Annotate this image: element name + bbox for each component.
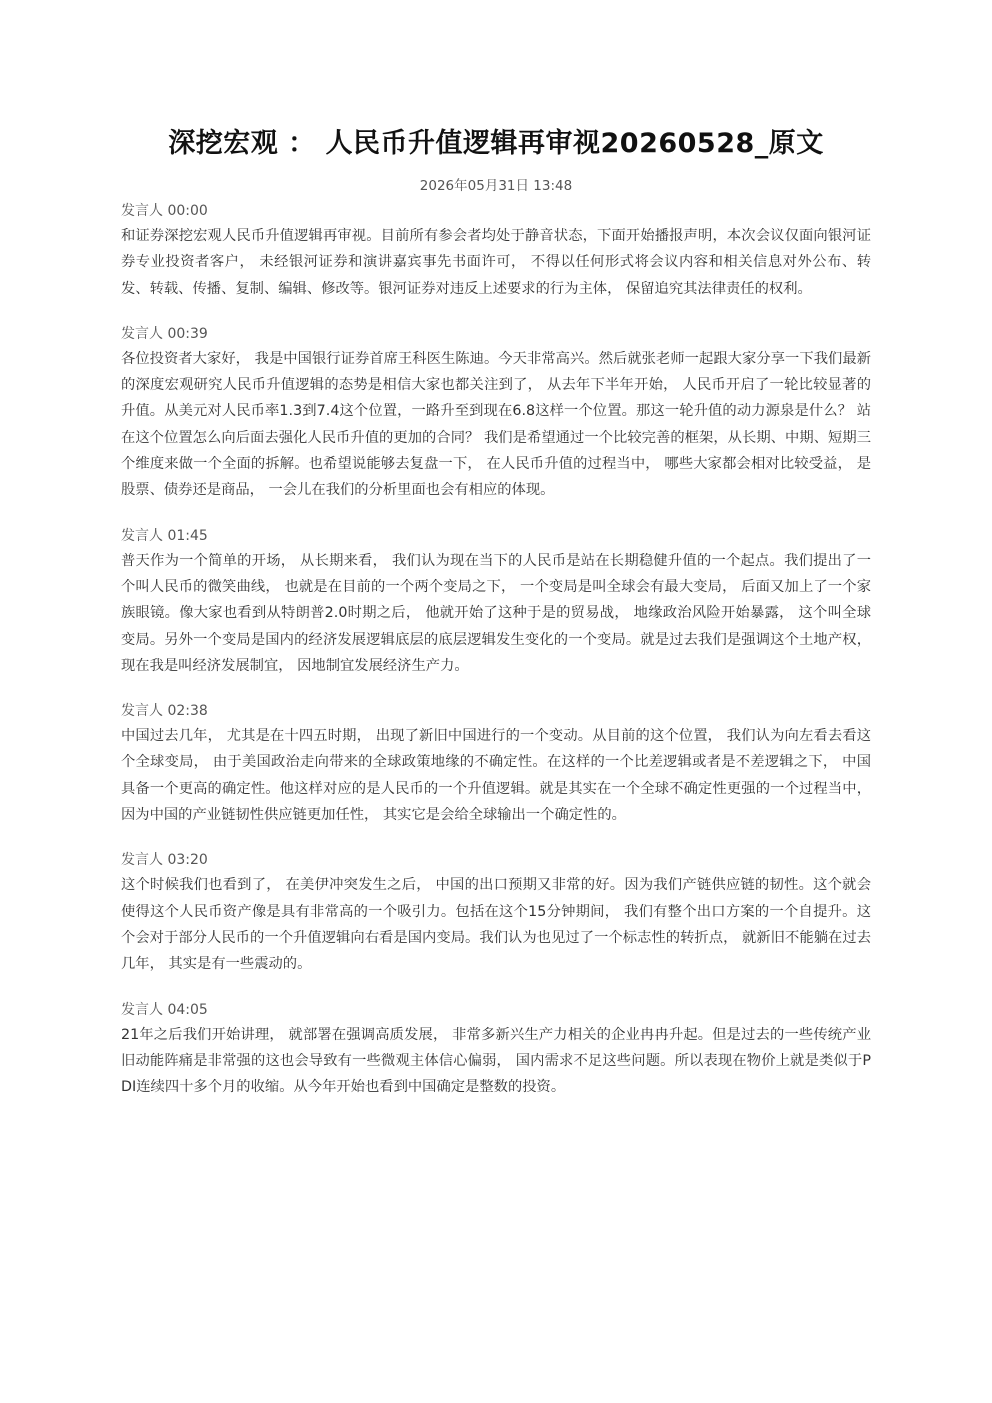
speech-text: 这个时候我们也看到了， 在美伊冲突发生之后， 中国的出口预期又非常的好。因为我们产链供应链的韧性。这个就会使得这个人民币资产像是具有非常高的一个吸引力。包括在这个15分钟期间， 我们有整个出口方案的一个自提升。这个会对于部分人民币的一个升值逻辑向右看是国内变局。我们认为也见过了一个标志性的转折点， 就新旧不能躺在过去几年， 其实是有一些震动的。 xyxy=(121,877,871,973)
speech-text: 21年之后我们开始讲理， 就部署在强调高质发展， 非常多新兴生产力相关的企业冉冉升起。但是过去的一些传统产业旧动能阵痛是非常强的这也会导致有一些微观主体信心偏弱， 国内需求不足这些问题。所以表现在物价上就是类似于PDI连续四十多个月的收缩。从今年开始也看到中国确定是整数的投资。 xyxy=(121,1026,871,1096)
transcript-body xyxy=(121,200,871,1121)
speaker-timestamp: 发言人 00:39 xyxy=(121,325,208,342)
transcript-segment xyxy=(121,200,871,302)
speaker-timestamp: 发言人 01:45 xyxy=(121,527,208,544)
transcript-segment xyxy=(121,700,871,828)
speech-text: 和证券深挖宏观人民币升值逻辑再审视。目前所有参会者均处于静音状态，下面开始播报声明，本次会议仅面向银河证券专业投资者客户， 未经银河证券和演讲嘉宾事先书面许可， 不得以任何形式将会议内容和相关信息对外公布、转发、转载、传播、复制、编辑、修改等。银河证券对违反上述要求的行为主体， 保留追究其法律责任的权利。 xyxy=(121,228,871,297)
transcript-segment xyxy=(121,849,871,977)
speech-text: 普天作为一个简单的开场， 从长期来看， 我们认为现在当下的人民币是站在长期稳健升值的一个起点。我们提出了一个叫人民币的微笑曲线， 也就是在目前的一个两个变局之下， 一个变局是叫全球会有最大变局， 后面又加上了一个家族眼镜。像大家也看到从特朗普2.0时期之后， 他就开始了这种于是的贸易战， 地缘政治风险开始暴露， 这个叫全球变局。另外一个变局是国内的经济发展逻辑底层的底层逻辑发生变化的一个变局。就是过去我们是强调这个土地产权， 现在我是叫经济发展制宜， 因地制宜发展经济生产力。 xyxy=(121,552,871,674)
transcript-segment xyxy=(121,323,871,504)
speech-text: 中国过去几年， 尤其是在十四五时期， 出现了新旧中国进行的一个变动。从目前的这个位置， 我们认为向左看去看这个全球变局， 由于美国政治走向带来的全球政策地缘的不确定性。在这样的一个比差逻辑或者是不差逻辑之下， 中国具备一个更高的确定性。他这样对应的是人民币的一个升值逻辑。就是其实在一个全球不确定性更强的一个过程当中， 因为中国的产业链韧性供应链更加任性， 其实它是会给全球输出一个确定性的。 xyxy=(121,728,871,824)
speaker-timestamp: 发言人 04:05 xyxy=(121,1001,208,1018)
document-title: 深挖宏观 ： 人民币升值逻辑再审视20260528_原文 xyxy=(168,128,824,159)
speaker-timestamp: 发言人 03:20 xyxy=(121,852,208,869)
transcript-segment xyxy=(121,525,871,679)
speaker-timestamp: 发言人 02:38 xyxy=(121,703,208,720)
speech-text: 各位投资者大家好， 我是中国银行证券首席王科医生陈迪。今天非常高兴。然后就张老师一起跟大家分享一下我们最新的深度宏观研究人民币升值逻辑的态势是相信大家也都关注到了， 从去年下半年开始， 人民币开启了一轮比较显著的升值。从美元对人民币率1.3到7.4这个位置，一路升至到现在6.8这样一个位置。那这一轮升值的动力源泉是什么？ 站在这个位置怎么向后面去强化人民币升值的更加的合同？ 我们是希望通过一个比较完善的框架，从长期、中期、短期三个维度来做一个全面的拆解。也希望说能够去复盘一下， 在人民币升值的过程当中， 哪些大家都会相对比较受益， 是股票、债券还是商品， 一会儿在我们的分析里面也会有相应的体现。 xyxy=(121,350,871,499)
document-date: 2026年05月31日 13:48 xyxy=(419,178,573,194)
transcript-segment xyxy=(121,999,871,1101)
speaker-timestamp: 发言人 00:00 xyxy=(121,203,208,219)
